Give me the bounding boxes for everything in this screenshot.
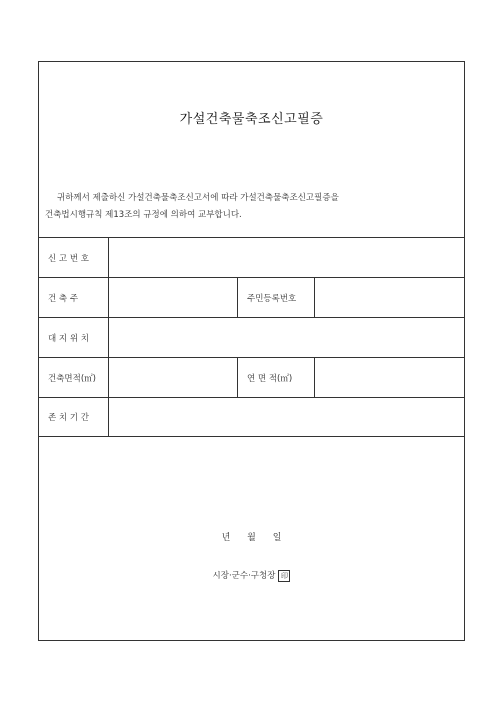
report-number-label: 신 고 번 호 bbox=[39, 238, 109, 277]
table-row-report-number bbox=[39, 237, 464, 277]
certificate-form bbox=[38, 61, 465, 641]
resident-number-field[interactable] bbox=[315, 278, 464, 317]
info-table bbox=[39, 237, 464, 437]
owner-label: 건 축 주 bbox=[39, 278, 109, 317]
site-location-field[interactable] bbox=[109, 318, 464, 357]
report-number-field[interactable] bbox=[109, 238, 464, 277]
issue-date-line: 년 월 일 bbox=[221, 533, 282, 543]
intro-line-1: 귀하께서 제출하신 가설건축물축조신고서에 따라 가설건축물축조신고필증을 bbox=[57, 193, 339, 203]
total-floor-area-field[interactable] bbox=[315, 358, 464, 397]
resident-number-label: 주민등록번호 bbox=[237, 278, 315, 317]
building-area-label: 건축면적(㎡) bbox=[39, 358, 109, 397]
total-floor-area-label: 연 면 적(㎡) bbox=[237, 358, 315, 397]
table-row-duration bbox=[39, 397, 464, 437]
intro-paragraph bbox=[45, 190, 460, 224]
building-area-field[interactable] bbox=[109, 358, 237, 397]
table-row-owner bbox=[39, 277, 464, 317]
duration-field[interactable] bbox=[109, 398, 464, 436]
intro-line-2: 건축법시행규칙 제13조의 규정에 의하여 교부합니다. bbox=[45, 210, 242, 220]
duration-label: 존 치 기 간 bbox=[39, 398, 109, 436]
document-title: 가설건축물축조신고필증 bbox=[179, 112, 324, 127]
table-row-site-location bbox=[39, 317, 464, 357]
signer-line bbox=[39, 569, 464, 582]
site-location-label: 대 지 위 치 bbox=[39, 318, 109, 357]
owner-field[interactable] bbox=[109, 278, 237, 317]
signer-title: 시장·군수·구청장 bbox=[212, 571, 276, 581]
seal-icon: 印 bbox=[278, 570, 290, 582]
table-row-area bbox=[39, 357, 464, 397]
